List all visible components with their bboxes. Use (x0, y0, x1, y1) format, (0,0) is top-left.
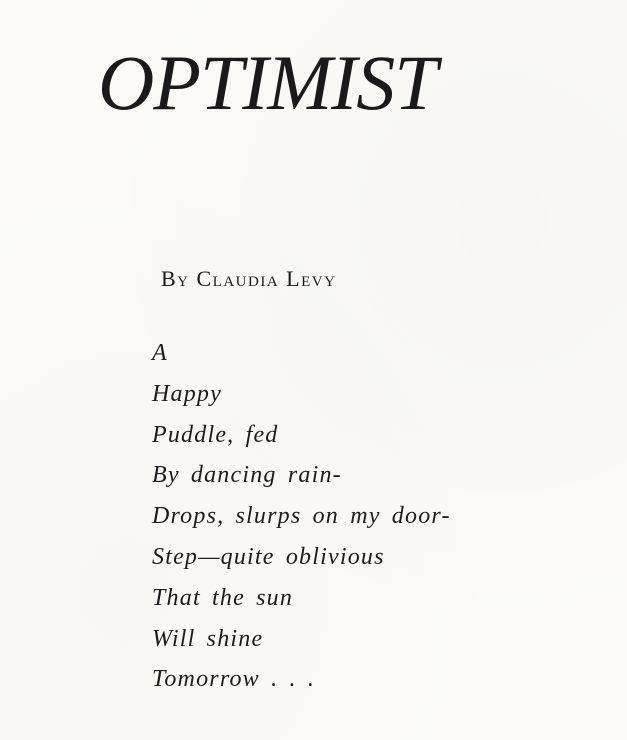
poem-title: OPTIMIST (98, 39, 437, 126)
poem-line: Puddle, fed (152, 421, 279, 448)
poem-line: That the sun (152, 584, 294, 611)
poem-line: Step—quite oblivious (152, 543, 385, 570)
author-byline: By Claudia Levy (161, 266, 337, 291)
poem-line: By dancing rain- (152, 462, 342, 489)
poem-line: Will shine (152, 625, 264, 652)
poem-line: Happy (152, 380, 222, 407)
poem-body (152, 333, 451, 700)
poem-line: Tomorrow . . . (152, 666, 316, 693)
poem-line: Drops, slurps on my door- (152, 503, 451, 530)
poem-line: A (152, 340, 168, 366)
